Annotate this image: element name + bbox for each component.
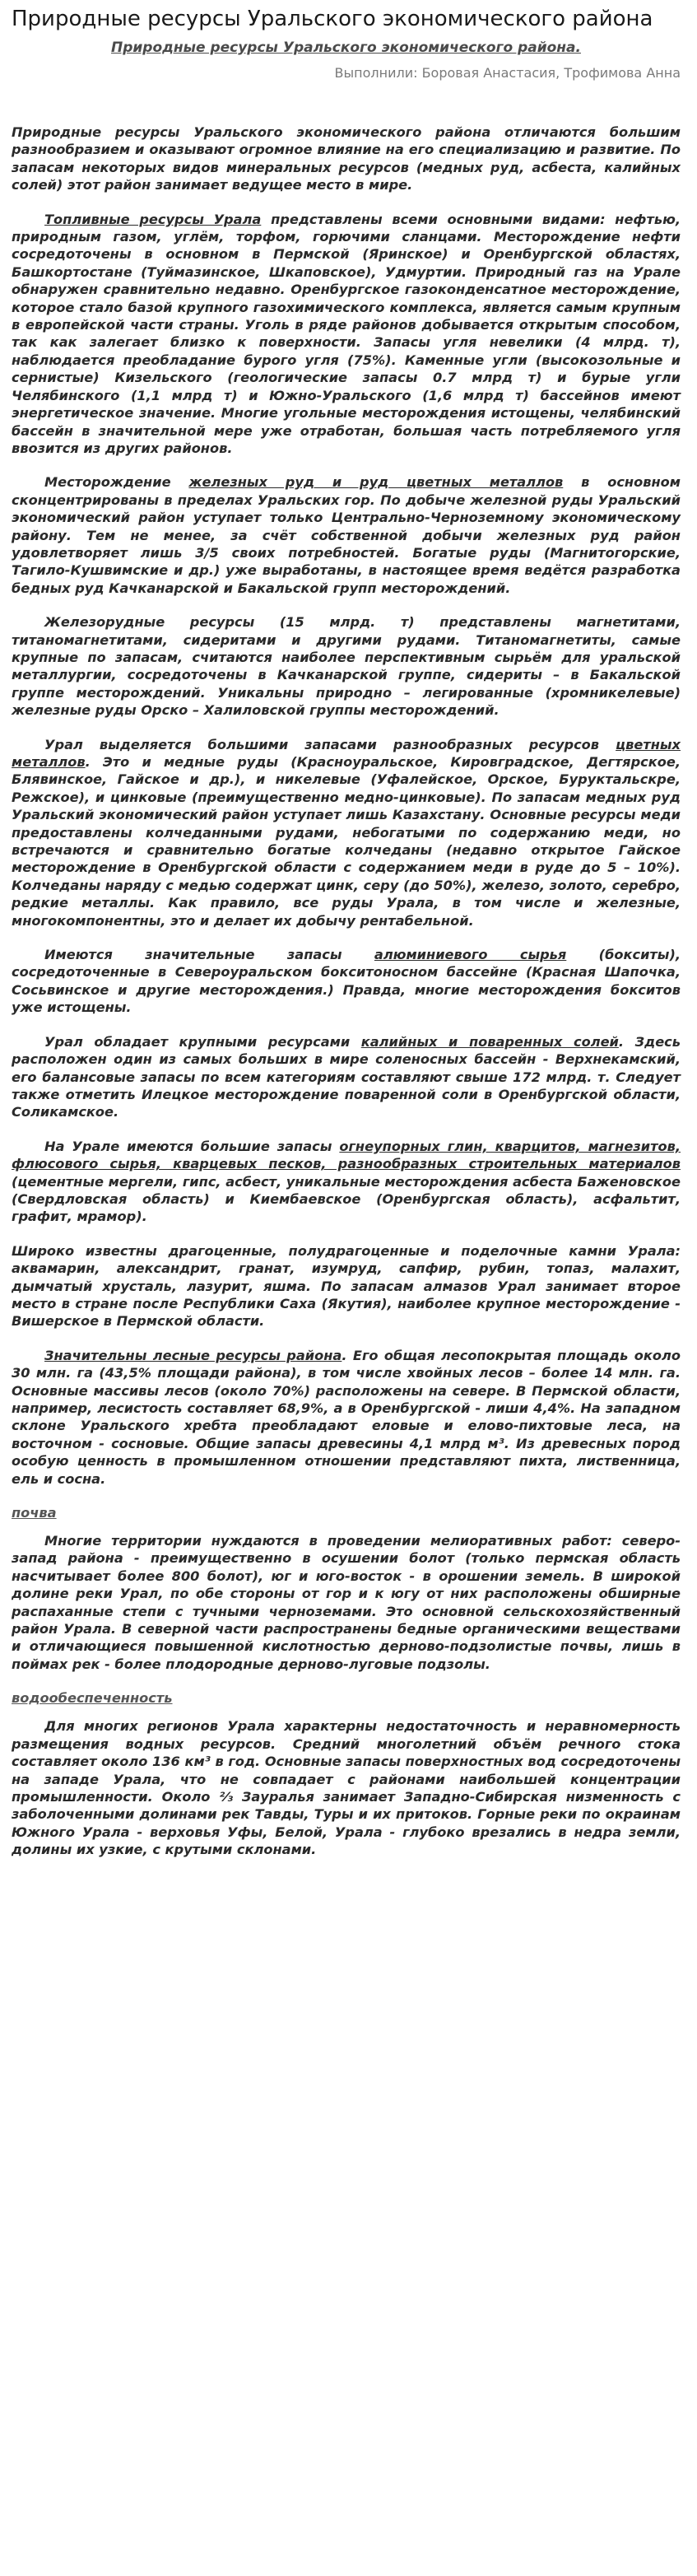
ores-text: в основном сконцентрированы в пределах Уральских гор. По добыче железной руды Уральский экономический район уступает только Центрально-Черноземному экономическому району. Тем не менее, за счёт собственной добычи железных руд район удовлетворяет лишь 3/5 своих потребностей. Богатые руды (Магнитогорские, Тагило-Кушвимские и др.) уже выработаны, в настоящее время ведётся разработка бедных руд Качканарской и Бакальской групп месторождений. <box>12 474 681 596</box>
aluminium-text: (бокситы), сосредоточенные в Североуральском бокситоносном бассейне (Красная Шапочка, Сосьвинское и другие месторождения.) Правда, многие месторождения бокситов уже истощены. <box>12 947 681 1016</box>
fuel-text: представлены всеми основными видами: нефтью, природным газом, углём, торфом, горючими сланцами. Месторождение нефти сосредоточены в основном в Пермской (Яринское) и Оренбургской областях, Башкортостане (Туймазинское, Шкаповское), Удмуртии. Природный газ на Урале обнаружен сравнительно недавно. Оренбургское газоконденсатное месторождение, которое стало базой крупного газохимического комплекса, является самым крупным в европейской части страны. Уголь в ряде районов добывается открытым способом, так как залегает близко к поверхности. Запасы угля невелики (4 млрд. т), наблюдается преобладание бурого угля (75%). Каменные угли (высокозольные и сернистые) Кизельского (геологические запасы 0.7 млрд т) и бурые угли Челябинского (1,1 млрд т) и Южно-Уральского (1,6 млрд т) бассейнов имеют энергетическое значение. Многие угольные месторождения истощены, челябинский бассейн в значительной мере уже отработан, большая часть потребляемого угля ввозится из других районов. <box>12 211 681 456</box>
forest-link[interactable]: Значительны лесные ресурсы района <box>44 1347 342 1363</box>
paragraph-forest <box>12 1347 681 1488</box>
ores-prefix: Месторождение <box>44 474 189 491</box>
aluminium-link[interactable]: алюминиевого сырья <box>374 947 567 963</box>
refractory-prefix: На Урале имеются большие запасы <box>44 1138 340 1154</box>
nonferrous-text: . Это и медные руды (Красноуральское, Кировградское, Дегтярское, Блявинское, Гайское и др.), и никелевые (Уфалейское, Орское, Буруктальскре, Режское), и цинковые (преимущественно медно-цинковые). По запасам медных руд Уральский экономический район уступает лишь Казахстану. Основные ресурсы меди предоставлены колчеданными рудами, небогатыми по содержанию меди, но встречаются и сравнительно богатые колчеданы (недавно открытое Гайское месторождение в Оренбургской области с содержанием меди в руде до 5 – 10%). Колчеданы наряду с медью содержат цинк, серу (до 50%), железо, золото, серебро, редкие металлы. Как правило, все руды Урала, в том числе и железные, многокомпонентны, это и делает их добычу рентабельной. <box>12 754 681 929</box>
document-body <box>12 123 681 1859</box>
paragraph-intro: Природные ресурсы Уральского экономического района отличаются большим разнообразием и оказывают огромное влияние на его специализацию и развитие. По запасам некоторых видов минеральных ресурсов (медных руд, асбеста, калийных солей) этот район занимает ведущее место в мире. <box>12 124 681 193</box>
ores-link[interactable]: железных руд и руд цветных металлов <box>188 474 564 491</box>
forest-text: . Его общая лесопокрытая площадь около 30 млн. га (43,5% площади района), в том числе хвойных лесов – более 14 млн. га. Основные массивы лесов (около 70%) расположены на севере. В Пермской области, например, лесистость составляет 68,9%, а в Оренбургской - лиши 4,4%. На западном склоне Уральского хребта преобладают еловые и елово-пихтовые леса, на восточном - сосновые. Общие запасы древесины 4,1 млрд м³. Из древесных пород особую ценность в промышленном отношении представляют пихта, лиственница, ель и сосна. <box>12 1347 681 1487</box>
paragraph-iron: Железорудные ресурсы (15 млрд. т) представлены магнетитами, титаномагнетитами, сидеритами и другими рудами. Титаномагнетиты, самые крупные по запасам, считаются наиболее перспективным сырьём для уральской металлургии, сосредоточены в Качканарской группе, сидериты – в Бакальской группе месторождений. Уникальны природно – легированные (хромникелевые) железные руды Орско – Халиловской группы месторождений. <box>12 614 681 719</box>
paragraph-nonferrous <box>12 736 681 929</box>
paragraph-salts <box>12 1033 681 1121</box>
refractory-link[interactable]: огнеупорных глин, кварцитов, магнезитов, флюсового сырья, кварцевых песков, разнообразных строительных материалов <box>12 1138 681 1172</box>
document-title: Природные ресурсы Уральского экономического района <box>12 7 653 31</box>
authors-line: Выполнили: Боровая Анастасия, Трофимова Анна <box>334 65 681 81</box>
nonferrous-prefix: Урал выделяется большими запасами разнообразных ресурсов <box>44 736 616 752</box>
salts-link[interactable]: калийных и поваренных солей <box>360 1033 619 1050</box>
soil-heading-link[interactable]: почва <box>12 1505 57 1521</box>
paragraph-water: Для многих регионов Урала характерны недостаточность и неравномерность размещения водных ресурсов. Средний многолетний объём речного стока составляет около 136 км³ в год. Основные запасы поверхностных вод сосредоточены на западе Урала, что не совпадает с районами наибольшей концентрации промышленности. Около ⅔ Зауралья занимает Западно-Сибирская низменность с заболоченными долинами рек Тавды, Туры и их притоков. Горные реки по окраинам Южного Урала - верховья Уфы, Белой, Урала - глубоко врезались в недра земли, долины их узкие, с крутыми склонами. <box>12 1718 681 1858</box>
aluminium-prefix: Имеются значительные запасы <box>44 947 374 963</box>
paragraph-gems: Широко известны драгоценные, полудрагоценные и поделочные камни Урала: аквамарин, александрит, гранат, изумруд, сапфир, рубин, топаз, малахит, дымчатый хрусталь, лазурит, яшма. По запасам алмазов Урал занимает второе место в стране после Республики Саха (Якутия), наиболее крупное месторождение - Вишерское в Пермской области. <box>12 1242 681 1330</box>
paragraph-refractory <box>12 1138 681 1226</box>
paragraph-aluminium <box>12 946 681 1017</box>
paragraph-soil: Многие территории нуждаются в проведении мелиоративных работ: северо-запад района - преимущественно в осушении болот (только пермская область насчитывает более 800 болот), юг и юго-восток - в орошении земель. В широкой долине реки Урал, по обе стороны от гор и к югу от них расположены обширные распаханные степи с тучными черноземами. Это основной сельскохозяйственный район Урала. В северной части распространены бедные органическими веществами и отличающиеся повышенной кислотностью дерново-подзолистые почвы, лишь в поймах рек - более плодородные дерново-луговые подзолы. <box>12 1533 681 1672</box>
salts-text: . Здесь расположен один из самых больших в мире соленосных бассейн - Верхнекамский, его балансовые запасы по всем категориям составляют свыше 172 млрд. т. Следует также отметить Илецкое месторождение поваренной соли в Оренбургской области, Соликамское. <box>12 1033 681 1120</box>
paragraph-ores <box>12 473 681 597</box>
refractory-text: (цементные мергели, гипс, асбест, уникальные месторождения асбеста Баженовское (Свердловская область) и Киембаевское (Оренбургская область), асфальтит, графит, мрамор). <box>12 1173 681 1225</box>
nonferrous-link[interactable]: цветных металлов <box>12 736 681 770</box>
document-subtitle: Природные ресурсы Уральского экономического района. <box>111 40 581 56</box>
fuel-resources-link[interactable]: Топливные ресурсы Урала <box>44 211 262 227</box>
water-heading-link[interactable]: водообеспеченность <box>12 1690 173 1707</box>
paragraph-fuel <box>12 211 681 458</box>
salts-prefix: Урал обладает крупными ресурсами <box>44 1033 361 1050</box>
